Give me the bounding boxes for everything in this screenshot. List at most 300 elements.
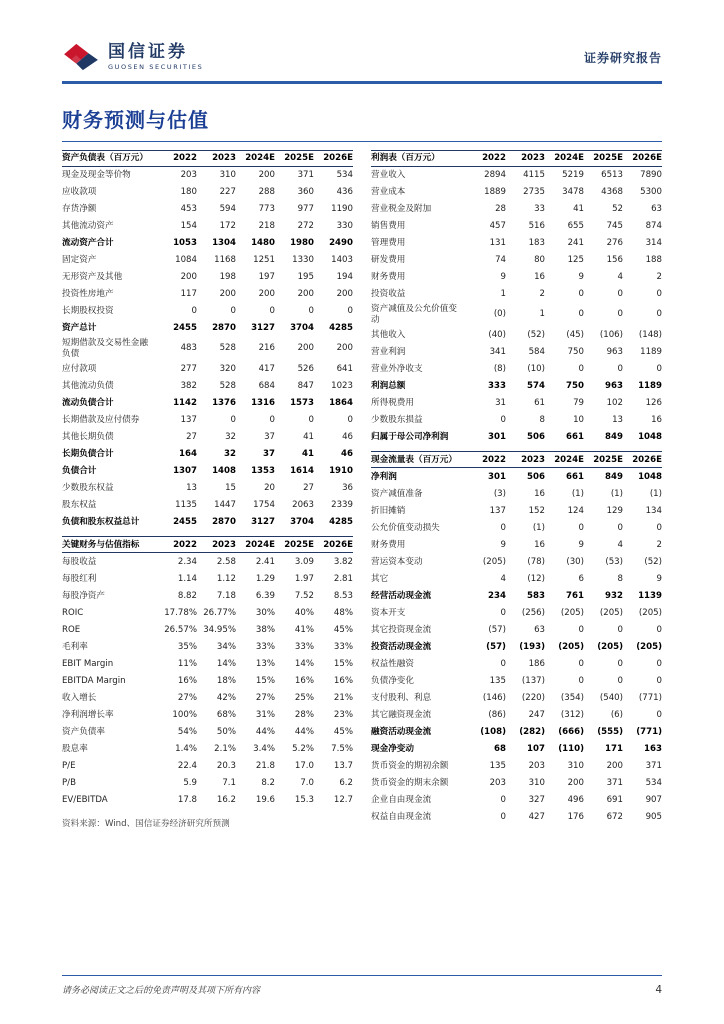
table-row bbox=[62, 320, 353, 337]
cell-value: 0 bbox=[191, 306, 197, 317]
year-header: 2022 bbox=[482, 454, 506, 465]
cell-value: 276 bbox=[606, 238, 623, 249]
table-row bbox=[371, 553, 662, 570]
row-label: 固定资产 bbox=[62, 255, 97, 266]
table-row bbox=[371, 536, 662, 553]
cell-value: (3) bbox=[493, 488, 506, 499]
cell-value: 0 bbox=[656, 709, 662, 720]
cell-value: 200 bbox=[219, 289, 236, 300]
cell-value: 1.97 bbox=[294, 573, 314, 584]
cell-value: 5.2% bbox=[292, 743, 314, 754]
cell-value: 41% bbox=[294, 624, 314, 635]
cell-value: (205) bbox=[597, 641, 623, 652]
cell-value: 134 bbox=[645, 505, 662, 516]
cell-value: 0 bbox=[500, 794, 506, 805]
cell-value: 4 bbox=[617, 539, 623, 550]
cell-value: 3.82 bbox=[333, 556, 353, 567]
cell-value: 773 bbox=[258, 204, 275, 215]
cell-value: 327 bbox=[528, 794, 545, 805]
cell-value: 9 bbox=[578, 539, 584, 550]
cell-value: 27 bbox=[186, 431, 197, 442]
table-row bbox=[62, 740, 353, 757]
cell-value: 200 bbox=[180, 272, 197, 283]
cell-value: 200 bbox=[606, 760, 623, 771]
brand-text bbox=[108, 43, 203, 72]
cell-value: 2.1% bbox=[214, 743, 236, 754]
cell-value: 195 bbox=[297, 272, 314, 283]
row-label: 资产减值准备 bbox=[371, 488, 423, 499]
table-row bbox=[371, 343, 662, 360]
row-label: 权益性融资 bbox=[371, 658, 414, 669]
cell-value: 6 bbox=[578, 573, 584, 584]
table-row bbox=[371, 791, 662, 808]
cell-value: 52 bbox=[612, 204, 623, 215]
table-row bbox=[62, 587, 353, 604]
table-row bbox=[371, 587, 662, 604]
row-label: 存货净额 bbox=[62, 204, 97, 215]
table-header-row bbox=[62, 150, 353, 167]
cell-value: (540) bbox=[599, 692, 623, 703]
cell-value: (45) bbox=[566, 329, 584, 340]
cell-value: 13 bbox=[612, 414, 623, 425]
cell-value: 382 bbox=[180, 380, 197, 391]
cell-value: 35% bbox=[177, 641, 197, 652]
table-row bbox=[62, 428, 353, 445]
table-header-row bbox=[62, 536, 353, 553]
cell-value: 156 bbox=[606, 255, 623, 266]
cell-value: 1.14 bbox=[177, 573, 197, 584]
cell-value: (53) bbox=[605, 556, 623, 567]
cell-value: 18% bbox=[216, 675, 236, 686]
cell-value: 0 bbox=[617, 624, 623, 635]
cell-value: 963 bbox=[605, 380, 623, 391]
row-label: 每股收益 bbox=[62, 556, 97, 567]
cell-value: 0 bbox=[617, 658, 623, 669]
cell-value: 4368 bbox=[601, 187, 623, 198]
table-row bbox=[62, 604, 353, 621]
cell-value: 21% bbox=[333, 692, 353, 703]
cell-value: 0 bbox=[500, 522, 506, 533]
cell-value: 7.52 bbox=[294, 590, 314, 601]
table-row bbox=[371, 808, 662, 825]
table-row bbox=[371, 621, 662, 638]
cell-value: 4285 bbox=[329, 323, 353, 334]
cell-value: 117 bbox=[180, 289, 197, 300]
table-row bbox=[62, 303, 353, 320]
cell-value: 516 bbox=[528, 221, 545, 232]
row-label: 其它 bbox=[371, 573, 389, 584]
row-label: 所得税费用 bbox=[371, 397, 414, 408]
year-header: 2025E bbox=[593, 153, 623, 164]
cell-value: 0 bbox=[578, 289, 584, 300]
cell-value: 1304 bbox=[212, 238, 236, 249]
year-header: 2023 bbox=[521, 454, 545, 465]
table-row bbox=[371, 303, 662, 326]
year-header: 2023 bbox=[212, 153, 236, 164]
row-label: 支付股利、利息 bbox=[371, 692, 432, 703]
cell-value: 137 bbox=[489, 505, 506, 516]
cell-value: (40) bbox=[488, 329, 506, 340]
cell-value: 1084 bbox=[175, 255, 197, 266]
cell-value: (12) bbox=[527, 573, 545, 584]
income-statement-table bbox=[371, 150, 662, 445]
row-label: 长期股权投资 bbox=[62, 306, 114, 317]
cell-value: 6513 bbox=[601, 170, 623, 181]
cell-value: 152 bbox=[528, 505, 545, 516]
row-label: 管理费用 bbox=[371, 238, 406, 249]
cell-value: 750 bbox=[566, 380, 584, 391]
table-row bbox=[371, 360, 662, 377]
cell-value: (1) bbox=[649, 488, 662, 499]
cell-value: 9 bbox=[500, 272, 506, 283]
row-label: 资产负债率 bbox=[62, 726, 105, 737]
row-label: 毛利率 bbox=[62, 641, 88, 652]
table-row bbox=[371, 604, 662, 621]
cell-value: 137 bbox=[180, 414, 197, 425]
table-row bbox=[371, 411, 662, 428]
brand-name-en: GUOSEN SECURITIES bbox=[108, 63, 204, 72]
cell-value: 46 bbox=[342, 431, 353, 442]
cell-value: 42% bbox=[216, 692, 236, 703]
cell-value: 0 bbox=[578, 363, 584, 374]
cell-value: 1330 bbox=[292, 255, 314, 266]
table-row bbox=[62, 337, 353, 360]
table-row bbox=[62, 479, 353, 496]
cell-value: 10 bbox=[573, 414, 584, 425]
cell-value: (6) bbox=[610, 709, 623, 720]
row-label: 其它投资现金流 bbox=[371, 624, 432, 635]
row-label: 每股净资产 bbox=[62, 590, 105, 601]
cell-value: 34.95% bbox=[203, 624, 236, 635]
table-row bbox=[371, 672, 662, 689]
cell-value: 301 bbox=[488, 471, 506, 482]
table-row bbox=[371, 269, 662, 286]
cell-value: 4 bbox=[500, 573, 506, 584]
table-row bbox=[62, 621, 353, 638]
cell-value: 31% bbox=[255, 709, 275, 720]
row-label: 销售费用 bbox=[371, 221, 406, 232]
cell-value: 301 bbox=[488, 431, 506, 442]
cell-value: 4285 bbox=[329, 516, 353, 527]
year-header: 2022 bbox=[173, 153, 197, 164]
year-header: 2025E bbox=[284, 539, 314, 550]
cell-value: 27% bbox=[177, 692, 197, 703]
cell-value: 0 bbox=[269, 306, 275, 317]
cell-value: 2339 bbox=[331, 499, 353, 510]
cell-value: (205) bbox=[560, 607, 584, 618]
cell-value: (205) bbox=[599, 607, 623, 618]
cell-value: 68% bbox=[216, 709, 236, 720]
year-header: 2026E bbox=[323, 539, 353, 550]
cell-value: 574 bbox=[527, 380, 545, 391]
cell-value: 16% bbox=[177, 675, 197, 686]
cell-value: 594 bbox=[219, 204, 236, 215]
cell-value: 80 bbox=[534, 255, 545, 266]
row-label: 收入增长 bbox=[62, 692, 97, 703]
cell-value: (78) bbox=[527, 556, 545, 567]
cell-value: (771) bbox=[636, 726, 662, 737]
row-label: 营业利润 bbox=[371, 346, 406, 357]
table-row bbox=[371, 167, 662, 184]
cell-value: 1048 bbox=[638, 431, 662, 442]
cell-value: 534 bbox=[336, 170, 353, 181]
cell-value: 3127 bbox=[251, 323, 275, 334]
cell-value: 1408 bbox=[212, 465, 236, 476]
cell-value: 203 bbox=[528, 760, 545, 771]
row-label: 其他流动资产 bbox=[62, 221, 114, 232]
cell-value: 1 bbox=[500, 289, 506, 300]
cell-value: 333 bbox=[488, 380, 506, 391]
cell-value: 33% bbox=[333, 641, 353, 652]
cell-value: 135 bbox=[489, 675, 506, 686]
table-row bbox=[371, 468, 662, 485]
cell-value: 0 bbox=[578, 309, 584, 320]
cell-value: 3704 bbox=[290, 516, 314, 527]
brand bbox=[62, 42, 203, 72]
cell-value: 25% bbox=[294, 692, 314, 703]
cell-value: 44% bbox=[255, 726, 275, 737]
cell-value: 32 bbox=[225, 431, 236, 442]
cell-value: 22.4 bbox=[177, 760, 197, 771]
cell-value: 0 bbox=[347, 306, 353, 317]
cell-value: 63 bbox=[651, 204, 662, 215]
cell-value: 23% bbox=[333, 709, 353, 720]
table-row bbox=[62, 672, 353, 689]
cell-value: 310 bbox=[567, 760, 584, 771]
cell-value: 5219 bbox=[562, 170, 584, 181]
cell-value: 1251 bbox=[253, 255, 275, 266]
cell-value: 1135 bbox=[175, 499, 197, 510]
cell-value: 2870 bbox=[212, 323, 236, 334]
cell-value: 3127 bbox=[251, 516, 275, 527]
cell-value: 74 bbox=[495, 255, 506, 266]
year-header: 2025E bbox=[593, 454, 623, 465]
cell-value: 1614 bbox=[290, 465, 314, 476]
cell-value: 5.9 bbox=[183, 777, 197, 788]
cell-value: 41 bbox=[303, 431, 314, 442]
cell-value: 1316 bbox=[251, 397, 275, 408]
cell-value: (205) bbox=[558, 641, 584, 652]
cell-value: 506 bbox=[527, 471, 545, 482]
cell-value: 0 bbox=[500, 658, 506, 669]
year-header: 2026E bbox=[323, 153, 353, 164]
cell-value: 37 bbox=[264, 431, 275, 442]
cell-value: 0 bbox=[500, 607, 506, 618]
cell-value: 847 bbox=[297, 380, 314, 391]
cell-value: 288 bbox=[258, 187, 275, 198]
cell-value: 15% bbox=[255, 675, 275, 686]
page-number: 4 bbox=[655, 983, 662, 996]
cell-value: (220) bbox=[521, 692, 545, 703]
table-row bbox=[62, 553, 353, 570]
row-label: 融资活动现金流 bbox=[371, 726, 432, 737]
key-metrics-table bbox=[62, 536, 353, 808]
cell-value: 1 bbox=[539, 309, 545, 320]
cell-value: 314 bbox=[645, 238, 662, 249]
cell-value: (193) bbox=[519, 641, 545, 652]
cell-value: 1.12 bbox=[216, 573, 236, 584]
cell-value: 8.2 bbox=[261, 777, 275, 788]
cell-value: 21.8 bbox=[255, 760, 275, 771]
cell-value: 45% bbox=[333, 624, 353, 635]
cell-value: 9 bbox=[656, 573, 662, 584]
table-row bbox=[371, 689, 662, 706]
cell-value: 932 bbox=[605, 590, 623, 601]
cell-value: 2 bbox=[656, 539, 662, 550]
table-row bbox=[371, 252, 662, 269]
row-label: 少数股东权益 bbox=[62, 482, 114, 493]
cell-value: 1023 bbox=[331, 380, 353, 391]
table-header-row bbox=[371, 451, 662, 468]
cell-value: 583 bbox=[527, 590, 545, 601]
cell-value: 1053 bbox=[173, 238, 197, 249]
page-footer bbox=[62, 975, 662, 997]
row-label: 负债和股东权益总计 bbox=[62, 516, 140, 527]
row-label: 公允价值变动损失 bbox=[371, 522, 440, 533]
cell-value: 0 bbox=[656, 363, 662, 374]
cell-value: 203 bbox=[180, 170, 197, 181]
cell-value: 6.39 bbox=[255, 590, 275, 601]
cell-value: 3704 bbox=[290, 323, 314, 334]
cell-value: 3478 bbox=[562, 187, 584, 198]
cell-value: 183 bbox=[528, 238, 545, 249]
table-title: 利润表（百万元） bbox=[371, 153, 440, 164]
cell-value: 1307 bbox=[173, 465, 197, 476]
cell-value: 0 bbox=[617, 289, 623, 300]
cell-value: 200 bbox=[567, 777, 584, 788]
row-label: ROE bbox=[62, 624, 81, 635]
cell-value: 2.34 bbox=[177, 556, 197, 567]
table-row bbox=[62, 706, 353, 723]
cell-value: (52) bbox=[644, 556, 662, 567]
table-row bbox=[62, 252, 353, 269]
row-label: P/E bbox=[62, 760, 76, 771]
balance-sheet-table bbox=[62, 150, 353, 530]
cell-value: 2 bbox=[539, 289, 545, 300]
cell-value: (1) bbox=[571, 488, 584, 499]
cell-value: 100% bbox=[172, 709, 197, 720]
cell-value: 216 bbox=[258, 343, 275, 354]
table-row bbox=[371, 286, 662, 303]
cell-value: 371 bbox=[645, 760, 662, 771]
cell-value: 1.29 bbox=[255, 573, 275, 584]
cell-value: 1754 bbox=[253, 499, 275, 510]
cell-value: (106) bbox=[599, 329, 623, 340]
cell-value: 45% bbox=[333, 726, 353, 737]
row-label: 营业外净收支 bbox=[371, 363, 423, 374]
row-label: 无形资产及其他 bbox=[62, 272, 123, 283]
row-label: 投资活动现金流 bbox=[371, 641, 432, 652]
cell-value: 272 bbox=[297, 221, 314, 232]
cell-value: 31 bbox=[495, 397, 506, 408]
cell-value: 849 bbox=[605, 471, 623, 482]
cell-value: 427 bbox=[528, 811, 545, 822]
row-label: 现金及现金等价物 bbox=[62, 170, 131, 181]
cell-value: (146) bbox=[482, 692, 506, 703]
row-label: ROIC bbox=[62, 607, 84, 618]
cell-value: 16% bbox=[333, 675, 353, 686]
year-header: 2023 bbox=[521, 153, 545, 164]
cell-value: 16 bbox=[534, 272, 545, 283]
table-row bbox=[62, 496, 353, 513]
year-header: 2024E bbox=[554, 153, 584, 164]
cell-value: 33% bbox=[294, 641, 314, 652]
cell-value: 218 bbox=[258, 221, 275, 232]
cell-value: 672 bbox=[606, 811, 623, 822]
cell-value: 11% bbox=[177, 658, 197, 669]
cell-value: 0 bbox=[578, 522, 584, 533]
row-label: 营运资本变动 bbox=[371, 556, 423, 567]
cell-value: 129 bbox=[606, 505, 623, 516]
table-row bbox=[62, 201, 353, 218]
cell-value: 171 bbox=[605, 743, 623, 754]
cell-value: 0 bbox=[617, 675, 623, 686]
cell-value: 33 bbox=[534, 204, 545, 215]
footer-divider bbox=[62, 975, 662, 977]
cell-value: 360 bbox=[297, 187, 314, 198]
table-row bbox=[371, 570, 662, 587]
cell-value: (10) bbox=[527, 363, 545, 374]
table-row bbox=[371, 638, 662, 655]
cell-value: (555) bbox=[597, 726, 623, 737]
cell-value: 0 bbox=[578, 675, 584, 686]
cell-value: 528 bbox=[219, 380, 236, 391]
table-row bbox=[62, 235, 353, 252]
year-header: 2024E bbox=[554, 454, 584, 465]
cell-value: 641 bbox=[336, 363, 353, 374]
table-row bbox=[62, 570, 353, 587]
cell-value: 0 bbox=[500, 414, 506, 425]
cell-value: 46 bbox=[341, 448, 353, 459]
cell-value: 1.4% bbox=[175, 743, 197, 754]
cell-value: (354) bbox=[560, 692, 584, 703]
cell-value: 186 bbox=[528, 658, 545, 669]
cell-value: 16 bbox=[534, 539, 545, 550]
cell-value: 227 bbox=[219, 187, 236, 198]
cell-value: (110) bbox=[558, 743, 584, 754]
cell-value: 79 bbox=[573, 397, 584, 408]
row-label: 长期借款及应付债券 bbox=[62, 414, 140, 425]
cell-value: 200 bbox=[297, 343, 314, 354]
cell-value: 310 bbox=[219, 170, 236, 181]
cell-value: (137) bbox=[521, 675, 545, 686]
cell-value: 2455 bbox=[173, 516, 197, 527]
cell-value: (205) bbox=[636, 641, 662, 652]
row-label: 货币资金的期末余额 bbox=[371, 777, 449, 788]
table-row bbox=[371, 757, 662, 774]
cell-value: (1) bbox=[532, 522, 545, 533]
cell-value: 0 bbox=[617, 522, 623, 533]
cell-value: 1910 bbox=[329, 465, 353, 476]
cell-value: 1190 bbox=[331, 204, 353, 215]
table-row bbox=[62, 462, 353, 479]
cell-value: 200 bbox=[258, 289, 275, 300]
cell-value: 1889 bbox=[484, 187, 506, 198]
cell-value: (8) bbox=[493, 363, 506, 374]
cell-value: 0 bbox=[617, 363, 623, 374]
table-row bbox=[371, 519, 662, 536]
cell-value: 61 bbox=[534, 397, 545, 408]
row-label: 其他收入 bbox=[371, 329, 406, 340]
cell-value: 68 bbox=[494, 743, 506, 754]
row-label: 企业自由现金流 bbox=[371, 794, 432, 805]
cell-value: 16.2 bbox=[216, 794, 236, 805]
cell-value: 176 bbox=[567, 811, 584, 822]
table-row bbox=[371, 502, 662, 519]
page-title: 财务预测与估值 bbox=[62, 108, 209, 132]
cell-value: 54% bbox=[177, 726, 197, 737]
cell-value: 496 bbox=[567, 794, 584, 805]
